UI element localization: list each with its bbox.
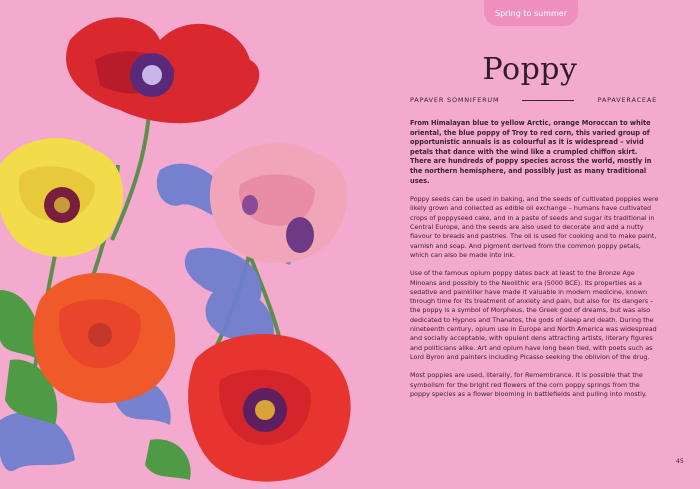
page-title: Poppy <box>482 52 578 87</box>
family-name: PAPAVERACEAE <box>597 96 657 104</box>
pink-poppy <box>210 143 347 263</box>
page-number: 45 <box>676 458 684 465</box>
body-text <box>410 119 660 408</box>
scientific-name: PAPAVER SOMNIFERUM <box>410 96 500 104</box>
paragraph: Poppy seeds can be used in baking, and the seeds of cultivated poppies were likely grown and collected as edible oil exchange – humans have cultivated crops of poppyseed cake, and in a paste of seeds and sugar its traditional in Central Europe, and the seeds are also used to decorate and add a nutty flavour to breads and pastries. The oil is used for cooking and to make paint, varnish and soap. And pigment derived from the common poppy petals, which can also be made into ink. <box>410 195 659 259</box>
paragraph: Most poppies are used, literally, for Remembrance. It is possible that the symbolism for the bright red flowers of the corn poppy springs from the poppy species as a flower blooming in battlefields and pulling into mostly. <box>410 371 647 398</box>
orange-poppy <box>33 273 175 403</box>
section-tab: Spring to summer <box>484 0 578 26</box>
intro-paragraph: From Himalayan blue to yellow Arctic, orange Moroccan to white oriental, the blue poppy of Troy to red corn, this varied group of opportunistic annuals is as colourful as it is widespread – vivid petals that dance with the wind like a crumpled chiffon skirt. There are hundreds of poppy species across the world, mostly in the northern hemisphere, and possibly just as many traditional uses. <box>410 119 652 185</box>
divider <box>522 100 574 101</box>
red-poppy-bottom <box>188 334 351 482</box>
name-line <box>410 96 657 108</box>
paragraph: Use of the famous opium poppy dates back at least to the Bronze Age Minoans and possibly to the Neolithic era (5000 BCE). Its properties as a sedative and painkiller have made it valuable in modern medicine, known through time for its treatment of anxiety and pain, but also for its dangers – the poppy is a symbol of Morpheus, the Greek god of dreams, but was also dedicated to Hypnos and Thanatos, the gods of sleep and death. During the nineteenth century, opium use in Europe and North America was widespread and socially acceptable, with opulent dens attracting artists, literary figures and politicians alike. Art and opium have long been tied, with poets such as Lord Byron and painters including Picasso seeking the oblivion of the drug. <box>410 269 657 361</box>
yellow-poppy <box>0 138 123 257</box>
red-poppy-top <box>66 17 259 123</box>
